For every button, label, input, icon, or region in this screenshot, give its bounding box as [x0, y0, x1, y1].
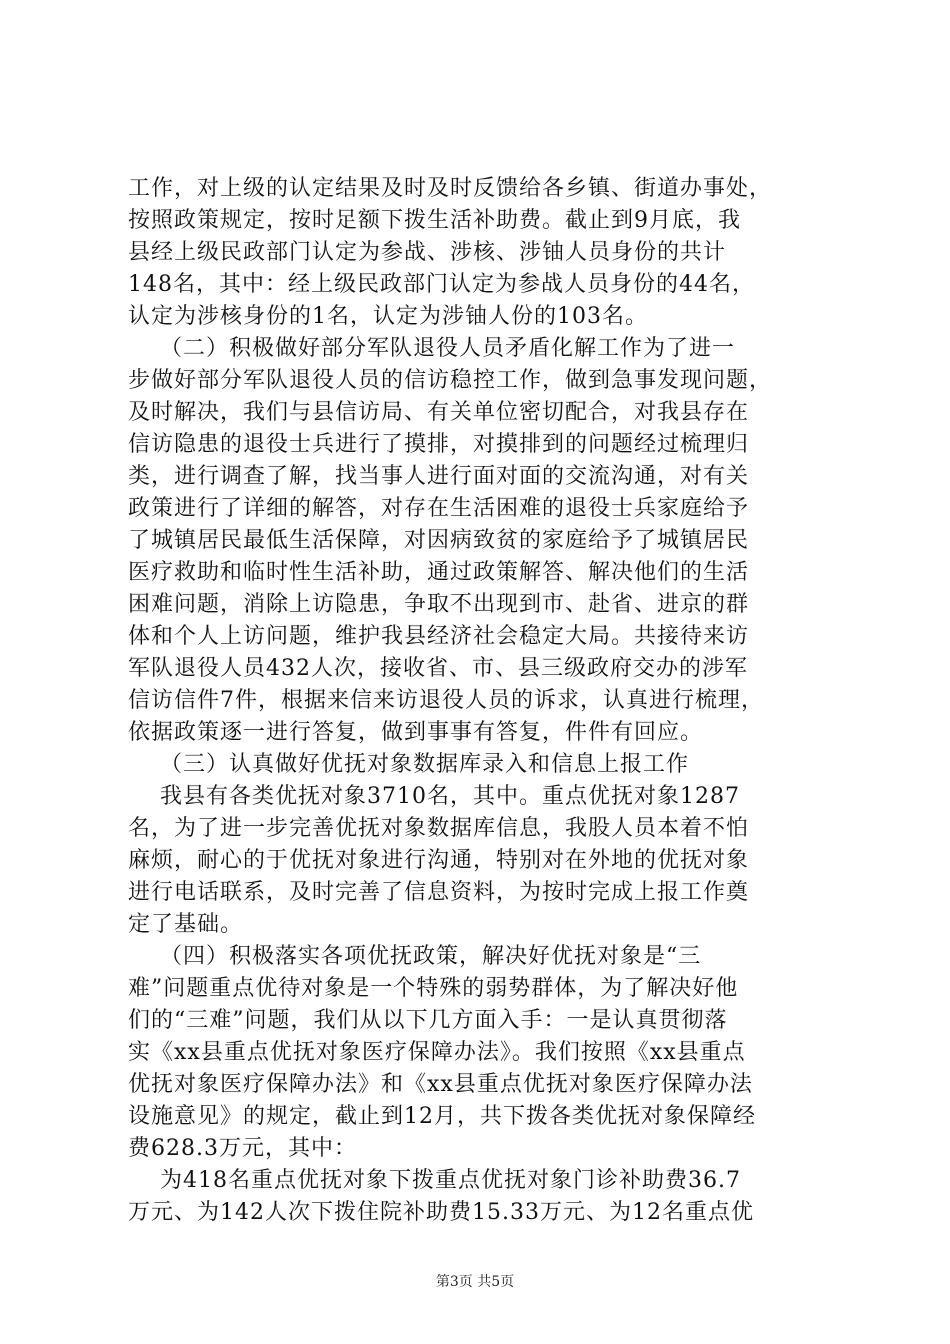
text-line: 认定为涉核身份的1名，认定为涉铀人份的103名。: [128, 304, 648, 329]
text-line: 万元、为142人次下拨住院补助费15.33万元、为12名重点优: [128, 1200, 754, 1225]
text-line: 依据政策逐一进行答复，做到事事有答复，件件有回应。: [128, 720, 704, 745]
text-line: 名，为了进一步完善优抚对象数据库信息，我股人员本着不怕: [128, 816, 750, 841]
text-line: 难”问题重点优待对象是一个特殊的弱势群体，为了解决好他: [128, 976, 739, 1001]
text-line: 我县有各类优抚对象3710名，其中。重点优抚对象1287: [128, 784, 740, 809]
text-line: 县经上级民政部门认定为参战、涉核、涉铀人员身份的共计: [128, 240, 727, 265]
text-line: 工作，对上级的认定结果及时及时反馈给各乡镇、街道办事处，: [128, 176, 773, 201]
text-line: 步做好部分军队退役人员的信访稳控工作，做到急事发现问题，: [128, 368, 773, 393]
text-line: 为418名重点优抚对象下拨重点优抚对象门诊补助费36.7: [128, 1168, 741, 1193]
text-line: 政策进行了详细的解答，对存在生活困难的退役士兵家庭给予: [128, 496, 750, 521]
text-line: 实《xx县重点优抚对象医疗保障办法》。我们按照《xx县重点: [128, 1040, 746, 1065]
text-line: 们的“三难”问题，我们从以下几方面入手：一是认真贯彻落: [128, 1008, 728, 1033]
text-line: 按照政策规定，按时足额下拨生活补助费。截止到9月底，我: [128, 208, 741, 233]
text-line: 信访隐患的退役士兵进行了摸排，对摸排到的问题经过梳理归: [128, 432, 750, 457]
text-line: 麻烦，耐心的于优抚对象进行沟通，特别对在外地的优抚对象: [128, 848, 750, 873]
text-line: 优抚对象医疗保障办法》和《xx县重点优抚对象医疗保障办法: [128, 1072, 753, 1097]
text-line: 定了基础。: [128, 912, 244, 937]
text-line: 了城镇居民最低生活保障，对因病致贫的家庭给予了城镇居民: [128, 528, 750, 553]
section-heading-4: （四）积极落实各项优抚政策，解决好优抚对象是“三: [128, 944, 702, 969]
text-line: 军队退役人员432人次，接收省、市、县三级政府交办的涉军: [128, 656, 748, 681]
text-line: 进行电话联系，及时完善了信息资料，为按时完成上报工作奠: [128, 880, 750, 905]
section-heading-2: （二）积极做好部分军队退役人员矛盾化解工作为了进一: [128, 336, 735, 361]
text-line: 体和个人上访问题，维护我县经济社会稳定大局。共接待来访: [128, 624, 750, 649]
text-line: 信访信件7件，根据来信来访退役人员的诉求，认真进行梳理，: [128, 688, 764, 713]
text-line: 费628.3万元，其中：: [128, 1136, 357, 1161]
text-line: 困难问题，消除上访隐患，争取不出现到市、赴省、进京的群: [128, 592, 750, 617]
section-heading-3: （三）认真做好优抚对象数据库录入和信息上报工作: [128, 752, 689, 777]
text-line: 148名，其中：经上级民政部门认定为参战人员身份的44名，: [128, 272, 755, 297]
page-number-footer: 第3页 共5页: [435, 1274, 515, 1290]
text-line: 设施意见》的规定，截止到12月，共下拨各类优抚对象保障经: [128, 1104, 756, 1129]
document-body: [128, 173, 828, 1229]
text-line: 医疗救助和临时性生活补助，通过政策解答、解决他们的生活: [128, 560, 750, 585]
text-line: 类，进行调查了解，找当事人进行面对面的交流沟通，对有关: [128, 464, 750, 489]
text-line: 及时解决，我们与县信访局、有关单位密切配合，对我县存在: [128, 400, 750, 425]
